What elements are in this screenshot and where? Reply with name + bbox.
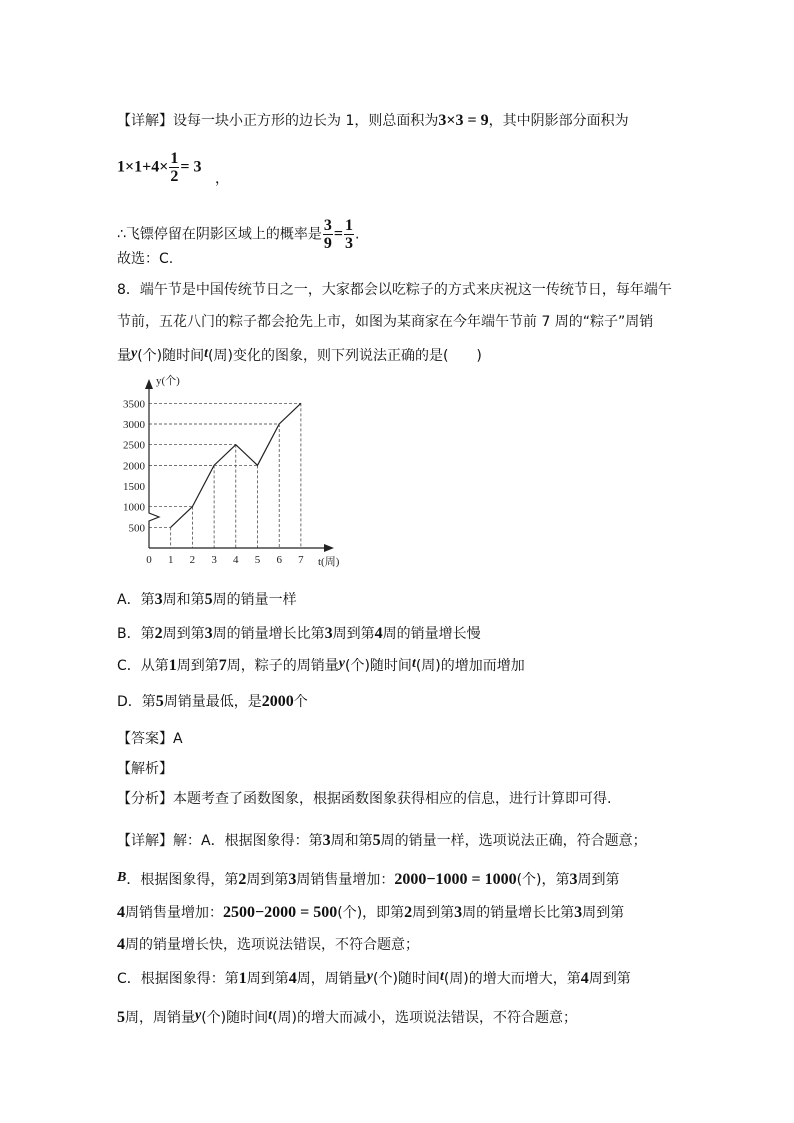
- math-variable: y: [338, 656, 345, 671]
- math-expression: 3: [454, 904, 463, 921]
- text: 周，周销量: [125, 1010, 195, 1026]
- math-expression: 5: [204, 591, 213, 608]
- math-expression: 3: [574, 904, 583, 921]
- text: (个)随时间: [345, 658, 412, 674]
- text-line: [117, 217, 360, 252]
- text: 周的销量增长比第: [462, 905, 575, 921]
- math-expression: =: [333, 225, 344, 243]
- math-expression: 4: [374, 625, 383, 642]
- math-expression: 4: [288, 970, 297, 987]
- math-expression: 3: [288, 871, 297, 888]
- math-expression: 5: [155, 693, 164, 710]
- text: 故选：C.: [117, 251, 174, 267]
- math-expression: 5: [372, 832, 381, 849]
- text: 周的销量增长慢: [382, 626, 481, 642]
- math-variable: t: [411, 656, 416, 671]
- math-expression: 7: [218, 657, 227, 674]
- math-variable: t: [204, 346, 209, 361]
- text: ．根据图象得，第: [126, 872, 239, 888]
- math-variable: y: [366, 969, 373, 984]
- text: D．第: [117, 694, 156, 710]
- text: 8．端午节是中国传统节日之一，大家都会以吃粽子的方式来庆祝这一传统节日，每年端午: [117, 282, 672, 298]
- text: 周和第: [162, 592, 205, 608]
- text: 周到第: [162, 626, 205, 642]
- math-expression: 1: [168, 657, 177, 674]
- x-tick-label: 5: [254, 554, 261, 566]
- fraction: [323, 217, 333, 252]
- text: 周销售量增加：: [125, 905, 223, 921]
- y-axis-label: y(个): [156, 375, 180, 387]
- text: 【分析】本题考查了函数图象，根据函数图象获得相应的信息，进行计算即可得.: [117, 791, 612, 807]
- math-expression: 3: [322, 832, 331, 849]
- text: 周到第: [332, 626, 375, 642]
- text: A．第: [117, 592, 155, 608]
- text-line: [117, 655, 525, 675]
- y-tick-label: 3500: [123, 398, 145, 411]
- text: (个)随时间: [201, 1010, 269, 1026]
- text-line: [117, 345, 482, 365]
- text: 周销量最低，是: [163, 694, 262, 710]
- denominator: 3: [345, 235, 354, 252]
- numerator: 1: [345, 217, 354, 234]
- math-variable: t: [439, 969, 444, 984]
- text: 周，周销量: [296, 971, 367, 987]
- text-line: [117, 112, 629, 130]
- x-axis-arrow: [324, 544, 334, 552]
- text: 周的销量增长快，选项说法错误，不符合题意；: [125, 937, 419, 953]
- text: (个)，第: [516, 872, 570, 888]
- math-expression: 5: [117, 1009, 125, 1026]
- text: (周)变化的图象，则下列说法正确的是( ): [208, 348, 482, 364]
- text: 周到第: [246, 971, 289, 987]
- y-tick-label: 2000: [123, 460, 145, 473]
- text: 周到第: [412, 905, 455, 921]
- denominator: 9: [323, 235, 332, 252]
- text-line: [117, 625, 481, 643]
- text: 【解析】: [117, 761, 173, 777]
- text-line: [117, 150, 201, 185]
- text: 周到第: [588, 971, 631, 987]
- x-tick-label: 4: [233, 554, 239, 566]
- math-expression: 2500−2000 = 500: [223, 904, 338, 921]
- x-tick-label: 2: [189, 554, 196, 566]
- math-expression: 3: [324, 625, 333, 642]
- y-tick-label: 2500: [123, 439, 145, 452]
- text: (个)，即第: [337, 905, 405, 921]
- text-line: [215, 170, 229, 188]
- text-line: [117, 760, 173, 778]
- math-variable: B: [117, 870, 127, 885]
- math-expression: 2000−1000 = 1000: [394, 871, 517, 888]
- x-tick-label: 6: [276, 554, 282, 566]
- text: C．根据图象得：第: [117, 971, 239, 987]
- text: 周的销量一样，选项说法正确，符合题意；: [380, 833, 647, 849]
- text: (个)随时间: [373, 971, 440, 987]
- math-variable: y: [195, 1008, 202, 1023]
- denominator: 2: [170, 168, 179, 185]
- y-axis-arrow: [145, 379, 153, 389]
- text: 周销售量增加：: [296, 872, 395, 888]
- math-expression: 4: [117, 936, 125, 953]
- text: .: [355, 226, 360, 243]
- x-axis-label: t(周): [318, 556, 340, 568]
- text: B．第: [117, 626, 155, 642]
- text: 周到第: [577, 872, 620, 888]
- text: (周)的增加而增加: [415, 658, 525, 674]
- math-expression: = 3: [180, 158, 202, 176]
- text: (个)随时间: [137, 348, 205, 364]
- text: ∴飞镖停留在阴影区域上的概率是: [117, 226, 322, 243]
- fraction: [169, 150, 179, 185]
- text-line: [117, 904, 624, 922]
- text-line: [117, 250, 173, 268]
- text-line: [117, 869, 620, 889]
- math-expression: 2000: [261, 693, 294, 710]
- text: 周到第: [582, 905, 625, 921]
- text: 【详解】设每一块小正方形的边长为 1，则总面积为: [117, 113, 439, 129]
- text: 周和第: [330, 833, 373, 849]
- y-tick-label: 3000: [123, 419, 145, 431]
- text: (周)的增大而增大，第: [443, 971, 581, 987]
- text-line: [117, 936, 419, 954]
- text-line: [117, 1007, 577, 1027]
- text-line: [117, 591, 297, 609]
- text: 周，粽子的周销量: [226, 658, 339, 674]
- math-expression: 2: [404, 904, 413, 921]
- text: ，其中阴影部分面积为: [488, 113, 629, 129]
- origin-label: 0: [146, 554, 152, 566]
- math-expression: 3×3 = 9: [438, 112, 489, 129]
- x-tick-label: 1: [167, 554, 174, 566]
- text-line: [117, 968, 631, 988]
- math-variable: t: [268, 1008, 273, 1023]
- y-tick-label: 1500: [123, 481, 145, 493]
- math-expression: 4: [580, 970, 589, 987]
- numerator: 1: [170, 150, 179, 167]
- text: 【答案】A: [117, 731, 183, 747]
- sales-line-chart: [110, 365, 350, 575]
- text-line: [117, 693, 308, 711]
- numerator: 3: [323, 217, 332, 234]
- text-line: [117, 281, 672, 299]
- text: (周)的增大而减小，选项说法错误，不符合题意；: [272, 1010, 577, 1026]
- y-tick-label: 1000: [123, 501, 145, 514]
- x-tick-label: 3: [211, 554, 217, 566]
- text-line: [117, 790, 611, 808]
- text: 周的销量增长比第: [212, 626, 325, 642]
- math-expression: 3: [569, 871, 578, 888]
- text-line: [117, 730, 183, 748]
- text: 周到第: [176, 658, 219, 674]
- math-expression: 4: [117, 904, 125, 921]
- math-expression: 2: [238, 871, 247, 888]
- y-tick-label: 500: [128, 522, 145, 535]
- math-expression: 3: [204, 625, 213, 642]
- text: 周的销量一样: [212, 592, 297, 608]
- text: C．从第: [117, 658, 169, 674]
- math-expression: 1×1+4×: [117, 158, 169, 176]
- fraction: [344, 217, 354, 252]
- text: 【详解】解：A．根据图象得：第: [117, 833, 323, 849]
- text: 个: [293, 694, 308, 710]
- text: 周到第: [246, 872, 289, 888]
- math-expression: 3: [154, 591, 163, 608]
- text-line: [117, 832, 647, 850]
- text: 节前，五花八门的粽子都会抢先上市，如图为某商家在今年端午节前 7 周的“粽子”周销: [117, 314, 654, 330]
- text-line: [117, 313, 653, 331]
- text: 量: [117, 348, 131, 364]
- math-expression: 1: [238, 970, 247, 987]
- text: ，: [215, 171, 229, 187]
- math-expression: 2: [154, 625, 163, 642]
- math-variable: y: [131, 346, 138, 361]
- x-tick-label: 7: [298, 554, 304, 566]
